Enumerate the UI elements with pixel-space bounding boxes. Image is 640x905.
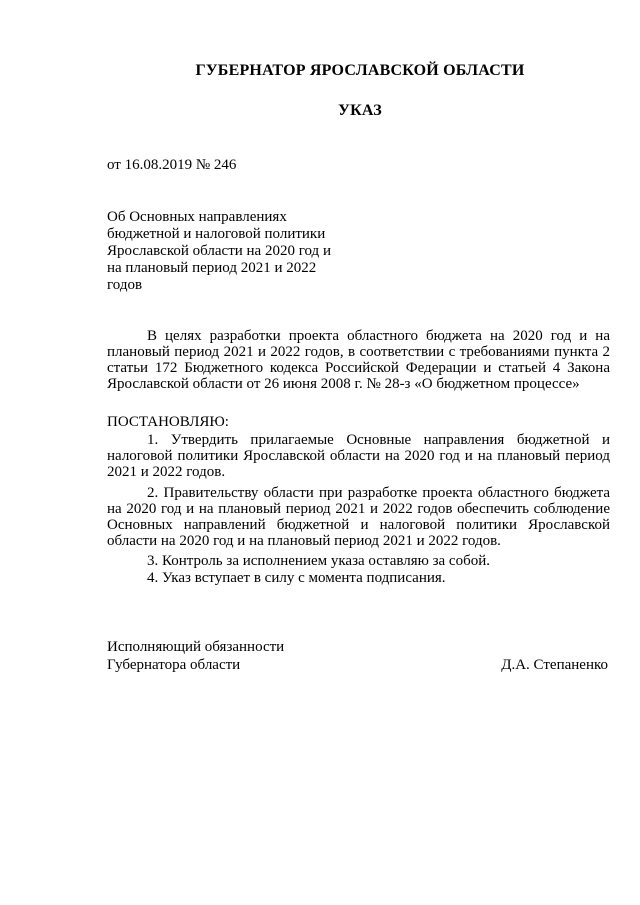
subject-line: Об Основных направлениях (107, 209, 287, 225)
subject-line: годов (107, 277, 143, 293)
signatory-title-line-2: Губернатора области (107, 657, 241, 673)
decree-item-2: 2. Правительству области при разработке проекта областного бюджета на 2020 год и на плановый период 2021 и 2022 годов обеспечить соблюдение Основных направлений бюджетной и налоговой политики Ярославской области на 2020 год и на плановый период 2021 и 2022 годов. (107, 485, 610, 549)
document-type-heading: УКАЗ (338, 102, 382, 119)
signatory-title-line-1: Исполняющий обязанности (107, 639, 285, 655)
decree-word: ПОСТАНОВЛЯЮ: (107, 414, 229, 430)
decree-item-3: 3. Контроль за исполнением указа оставляю за собой. (147, 553, 490, 569)
decree-item-1: 1. Утвердить прилагаемые Основные направления бюджетной и налоговой политики Ярославской области на 2020 год и на плановый период 2021 и 2022 годов. (107, 432, 610, 480)
authority-heading: ГУБЕРНАТОР ЯРОСЛАВСКОЙ ОБЛАСТИ (195, 62, 525, 79)
signatory-name: Д.А. Степаненко (501, 657, 608, 673)
preamble-paragraph: В целях разработки проекта областного бюджета на 2020 год и на плановый период 2021 и 2022 годов, в соответствии с требованиями пункта 2 статьи 172 Бюджетного кодекса Российской Федерации и статьей 4 Закона Ярославской области от 26 июня 2008 г. № 28-з «О бюджетном процессе» (107, 328, 610, 392)
decree-item-4: 4. Указ вступает в силу с момента подписания. (147, 570, 446, 586)
subject-line: на плановый период 2021 и 2022 (107, 260, 317, 276)
date-and-number: от 16.08.2019 № 246 (107, 157, 237, 173)
subject-line: бюджетной и налоговой политики (107, 226, 326, 242)
subject-line: Ярославской области на 2020 год и (107, 243, 331, 259)
